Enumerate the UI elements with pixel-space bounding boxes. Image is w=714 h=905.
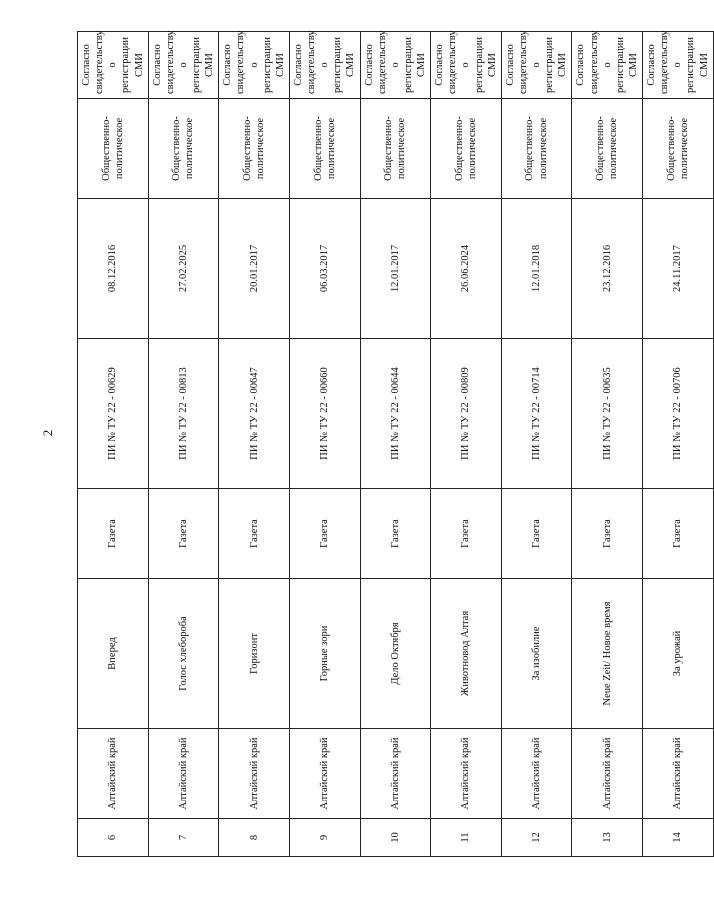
registration-number-cell: ПИ № ТУ 22 - 00647 — [219, 339, 290, 489]
specialization-cell: Общественно-политическое — [219, 99, 290, 199]
media-name-cell: Горизонт — [219, 579, 290, 729]
table-row — [431, 32, 502, 857]
note-cell: Согласно свидетельству о регистрации СМИ — [643, 32, 714, 99]
registration-number-cell: ПИ № ТУ 22 - 00813 — [148, 339, 219, 489]
note-cell: Согласно свидетельству о регистрации СМИ — [360, 32, 431, 99]
note-cell: Согласно свидетельству о регистрации СМИ — [501, 32, 572, 99]
registration-number-cell: ПИ № ТУ 22 - 00714 — [501, 339, 572, 489]
registration-date-cell: 24.11.2017 — [643, 199, 714, 339]
media-type-cell: Газета — [219, 489, 290, 579]
row-number: 12 — [501, 819, 572, 857]
region-cell: Алтайский край — [219, 729, 290, 819]
region-cell: Алтайский край — [360, 729, 431, 819]
registration-date-cell: 08.12.2016 — [78, 199, 149, 339]
region-cell: Алтайский край — [643, 729, 714, 819]
row-number: 14 — [643, 819, 714, 857]
specialization-cell: Общественно-политическое — [431, 99, 502, 199]
note-cell: Согласно свидетельству о регистрации СМИ — [572, 32, 643, 99]
table-row — [289, 32, 360, 857]
registration-number-cell: ПИ № ТУ 22 - 00660 — [289, 339, 360, 489]
registration-date-cell: 12.01.2017 — [360, 199, 431, 339]
page-number: 2 — [40, 429, 55, 437]
region-cell: Алтайский край — [148, 729, 219, 819]
media-type-cell: Газета — [431, 489, 502, 579]
table-row — [148, 32, 219, 857]
media-type-cell: Газета — [360, 489, 431, 579]
table-row — [360, 32, 431, 857]
registration-date-cell: 26.06.2024 — [431, 199, 502, 339]
media-name-cell: Neue Zeit/ Новое время — [572, 579, 643, 729]
specialization-cell: Общественно-политическое — [289, 99, 360, 199]
media-name-cell: Горные зори — [289, 579, 360, 729]
rotated-table-container — [77, 30, 710, 857]
table-row — [78, 32, 149, 857]
media-name-cell: Вперед — [78, 579, 149, 729]
registration-date-cell: 27.02.2025 — [148, 199, 219, 339]
row-number: 9 — [289, 819, 360, 857]
region-cell: Алтайский край — [431, 729, 502, 819]
registration-date-cell: 06.03.2017 — [289, 199, 360, 339]
media-name-cell: Дело Октября — [360, 579, 431, 729]
media-name-cell: За урожай — [643, 579, 714, 729]
region-cell: Алтайский край — [501, 729, 572, 819]
media-type-cell: Газета — [501, 489, 572, 579]
specialization-cell: Общественно-политическое — [360, 99, 431, 199]
region-cell: Алтайский край — [78, 729, 149, 819]
row-number: 7 — [148, 819, 219, 857]
media-type-cell: Газета — [148, 489, 219, 579]
note-cell: Согласно свидетельству о регистрации СМИ — [148, 32, 219, 99]
table-row — [643, 32, 714, 857]
row-number: 11 — [431, 819, 502, 857]
specialization-cell: Общественно-политическое — [78, 99, 149, 199]
row-number: 13 — [572, 819, 643, 857]
row-number: 10 — [360, 819, 431, 857]
table-row — [501, 32, 572, 857]
note-cell: Согласно свидетельству о регистрации СМИ — [219, 32, 290, 99]
note-cell: Согласно свидетельству о регистрации СМИ — [78, 32, 149, 99]
media-name-cell: Животновод Алтая — [431, 579, 502, 729]
table-row — [572, 32, 643, 857]
media-type-cell: Газета — [643, 489, 714, 579]
specialization-cell: Общественно-политическое — [643, 99, 714, 199]
media-type-cell: Газета — [289, 489, 360, 579]
row-number: 6 — [78, 819, 149, 857]
specialization-cell: Общественно-политическое — [501, 99, 572, 199]
row-number: 8 — [219, 819, 290, 857]
media-name-cell: Голос хлебороба — [148, 579, 219, 729]
media-registry-table — [77, 31, 714, 857]
registration-number-cell: ПИ № ТУ 22 - 00644 — [360, 339, 431, 489]
media-type-cell: Газета — [572, 489, 643, 579]
specialization-cell: Общественно-политическое — [572, 99, 643, 199]
registration-date-cell: 20.01.2017 — [219, 199, 290, 339]
region-cell: Алтайский край — [572, 729, 643, 819]
table-row — [219, 32, 290, 857]
registration-date-cell: 23.12.2016 — [572, 199, 643, 339]
registration-number-cell: ПИ № ТУ 22 - 00635 — [572, 339, 643, 489]
note-cell: Согласно свидетельству о регистрации СМИ — [431, 32, 502, 99]
registration-number-cell: ПИ № ТУ 22 - 00706 — [643, 339, 714, 489]
registration-date-cell: 12.01.2018 — [501, 199, 572, 339]
note-cell: Согласно свидетельству о регистрации СМИ — [289, 32, 360, 99]
media-type-cell: Газета — [78, 489, 149, 579]
registration-number-cell: ПИ № ТУ 22 - 00629 — [78, 339, 149, 489]
media-name-cell: За изобилие — [501, 579, 572, 729]
region-cell: Алтайский край — [289, 729, 360, 819]
specialization-cell: Общественно-политическое — [148, 99, 219, 199]
registration-number-cell: ПИ № ТУ 22 - 00809 — [431, 339, 502, 489]
